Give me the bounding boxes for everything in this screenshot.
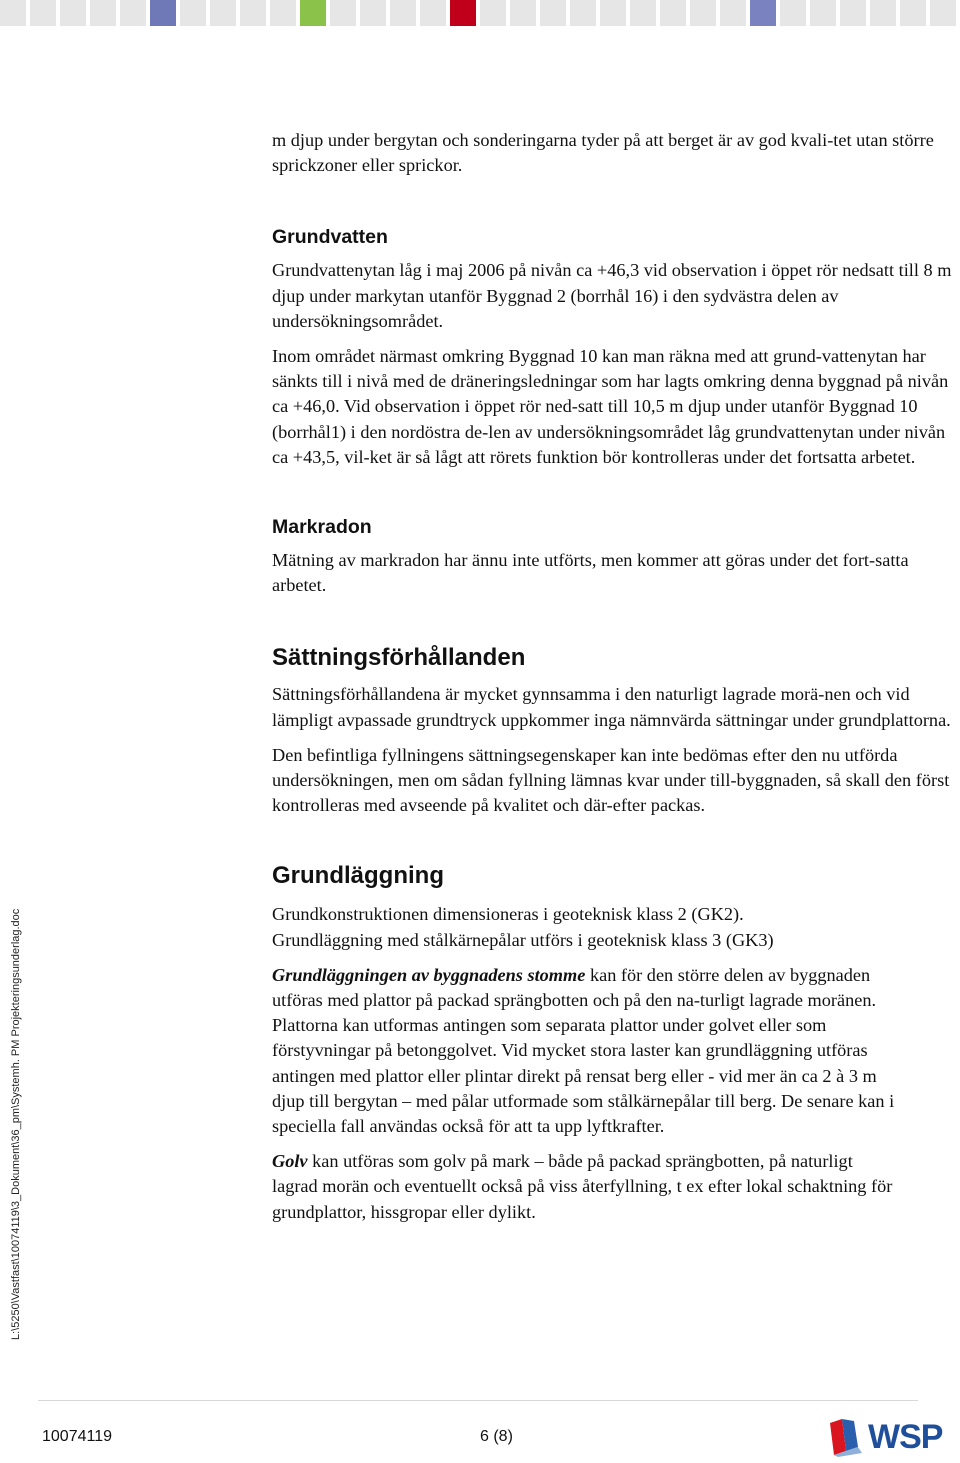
sattning-paragraph-1: Sättningsförhållandena är mycket gynnsamma i den naturligt lagrade morä-nen och vid lämpligt avpassade grundtryck uppkommer inga nämnvärda sättningar under grundplattorna. bbox=[272, 684, 951, 730]
document-body bbox=[272, 128, 952, 1225]
color-strip-square bbox=[60, 0, 86, 26]
color-strip-square bbox=[240, 0, 266, 26]
grundlaggning-paragraph-2 bbox=[272, 963, 902, 1139]
color-strip-square bbox=[630, 0, 656, 26]
color-strip-square bbox=[720, 0, 746, 26]
color-strip-square bbox=[600, 0, 626, 26]
intro-paragraph: m djup under bergytan och sonderingarna tyder på att berget är av god kvali-tet utan större sprickzoner eller sprickor. bbox=[272, 130, 934, 176]
color-strip-square bbox=[780, 0, 806, 26]
wsp-logo-text: WSP bbox=[868, 1417, 943, 1456]
color-strip-square bbox=[90, 0, 116, 26]
golv-lead-text: Golv bbox=[272, 1151, 308, 1172]
color-strip-square bbox=[810, 0, 836, 26]
color-strip-square bbox=[0, 0, 26, 26]
heading-sattningsforhallanden: Sättningsförhållanden bbox=[272, 644, 526, 672]
color-strip-square bbox=[480, 0, 506, 26]
stomme-body-text: kan för den större delen av byggnaden utföras med plattor på packad sprängbotten och på den na-turligt lagrade moränen. Plattorna kan utformas antingen som separata plattor under golvet eller som förstyvningar på betonggolvet. Vid mycket stora laster kan grundläggning utföras antingen med plattor eller plintar direkt på rensat berg eller - vid mer än ca 2 à 3 m djup till bergytan – med pålar utformade som stålkärnepålar till berg. De senare kan i speciella fall användas också för att ta upp lyftkrafter. bbox=[272, 964, 895, 1137]
color-strip-square bbox=[210, 0, 236, 26]
color-strip-square bbox=[840, 0, 866, 26]
file-path-label: L:\5250\Vastfast\10074119\3_Dokument\36_pm\Systemh. PM Projekteringsunderlag.doc bbox=[10, 908, 22, 1340]
color-strip-square bbox=[330, 0, 356, 26]
page-number: 6 (8) bbox=[480, 1428, 513, 1445]
color-strip-square bbox=[270, 0, 296, 26]
color-strip-square bbox=[390, 0, 416, 26]
stomme-lead-text: Grundläggningen av byggnadens stomme bbox=[272, 964, 586, 985]
color-strip-square bbox=[420, 0, 446, 26]
color-strip-square bbox=[450, 0, 476, 26]
color-strip-square bbox=[360, 0, 386, 26]
grundlaggning-line-2: Grundläggning med stålkärnepålar utförs i geoteknisk klass 3 (GK3) bbox=[272, 929, 774, 950]
color-strip-square bbox=[540, 0, 566, 26]
heading-grundvatten: Grundvatten bbox=[272, 226, 388, 249]
color-strip-square bbox=[300, 0, 326, 26]
color-strip-square bbox=[510, 0, 536, 26]
wsp-logo bbox=[828, 1414, 956, 1460]
footer-divider bbox=[38, 1400, 918, 1401]
color-strip-square bbox=[570, 0, 596, 26]
heading-grundlaggning: Grundläggning bbox=[272, 862, 444, 890]
color-strip-square bbox=[150, 0, 176, 26]
color-strip-square bbox=[120, 0, 146, 26]
markradon-paragraph: Mätning av markradon har ännu inte utförts, men kommer att göras under det fort-satta arbetet. bbox=[272, 550, 909, 596]
color-strip-square bbox=[690, 0, 716, 26]
grundlaggning-paragraph-3 bbox=[272, 1149, 902, 1225]
color-strip-square bbox=[750, 0, 776, 26]
color-strip bbox=[0, 0, 960, 26]
color-strip-square bbox=[660, 0, 686, 26]
color-strip-square bbox=[930, 0, 956, 26]
color-strip-square bbox=[180, 0, 206, 26]
golv-body-text: kan utföras som golv på mark – både på packad sprängbotten, på naturligt lagrad morän och eventuellt också på viss återfyllning, t ex efter lokal schaktning för grundplattor, hissgropar eller dylikt. bbox=[272, 1151, 893, 1222]
heading-markradon: Markradon bbox=[272, 516, 372, 539]
grundvatten-paragraph-1: Grundvattenytan låg i maj 2006 på nivån ca +46,3 vid observation i öppet rör nedsatt till 8 m djup under markytan utanför Byggnad 2 (borrhål 16) i den sydvästra delen av undersökningsområdet. bbox=[272, 260, 952, 331]
wsp-logo-mark-icon bbox=[828, 1417, 864, 1457]
color-strip-square bbox=[30, 0, 56, 26]
sattning-paragraph-2: Den befintliga fyllningens sättningsegenskaper kan inte bedömas efter den nu utförda undersökningen, men om sådan fyllning lämnas kvar under till-byggnaden, så skall den först kontrolleras med avseende på kvalitet och där-efter packas. bbox=[272, 744, 950, 816]
color-strip-square bbox=[900, 0, 926, 26]
color-strip-square bbox=[870, 0, 896, 26]
grundvatten-paragraph-2: Inom området närmast omkring Byggnad 10 kan man räkna med att grund-vattenytan har sänkts till i nivå med de dräneringsledningar som har lagts omkring denna byggnad på nivån ca +46,0. Vid observation i öppet rör ned-satt till 10,5 m djup under utanför Byggnad 10 (borrhål1) i den nordöstra de-len av undersökningsområdet låg grundvattenytan under nivån ca +43,5, vil-ket är så lågt att rörets funktion bör kontrolleras under det fortsatta arbetet. bbox=[272, 346, 949, 467]
document-number: 10074119 bbox=[42, 1428, 112, 1445]
grundlaggning-line-1: Grundkonstruktionen dimensioneras i geoteknisk klass 2 (GK2). bbox=[272, 904, 744, 925]
